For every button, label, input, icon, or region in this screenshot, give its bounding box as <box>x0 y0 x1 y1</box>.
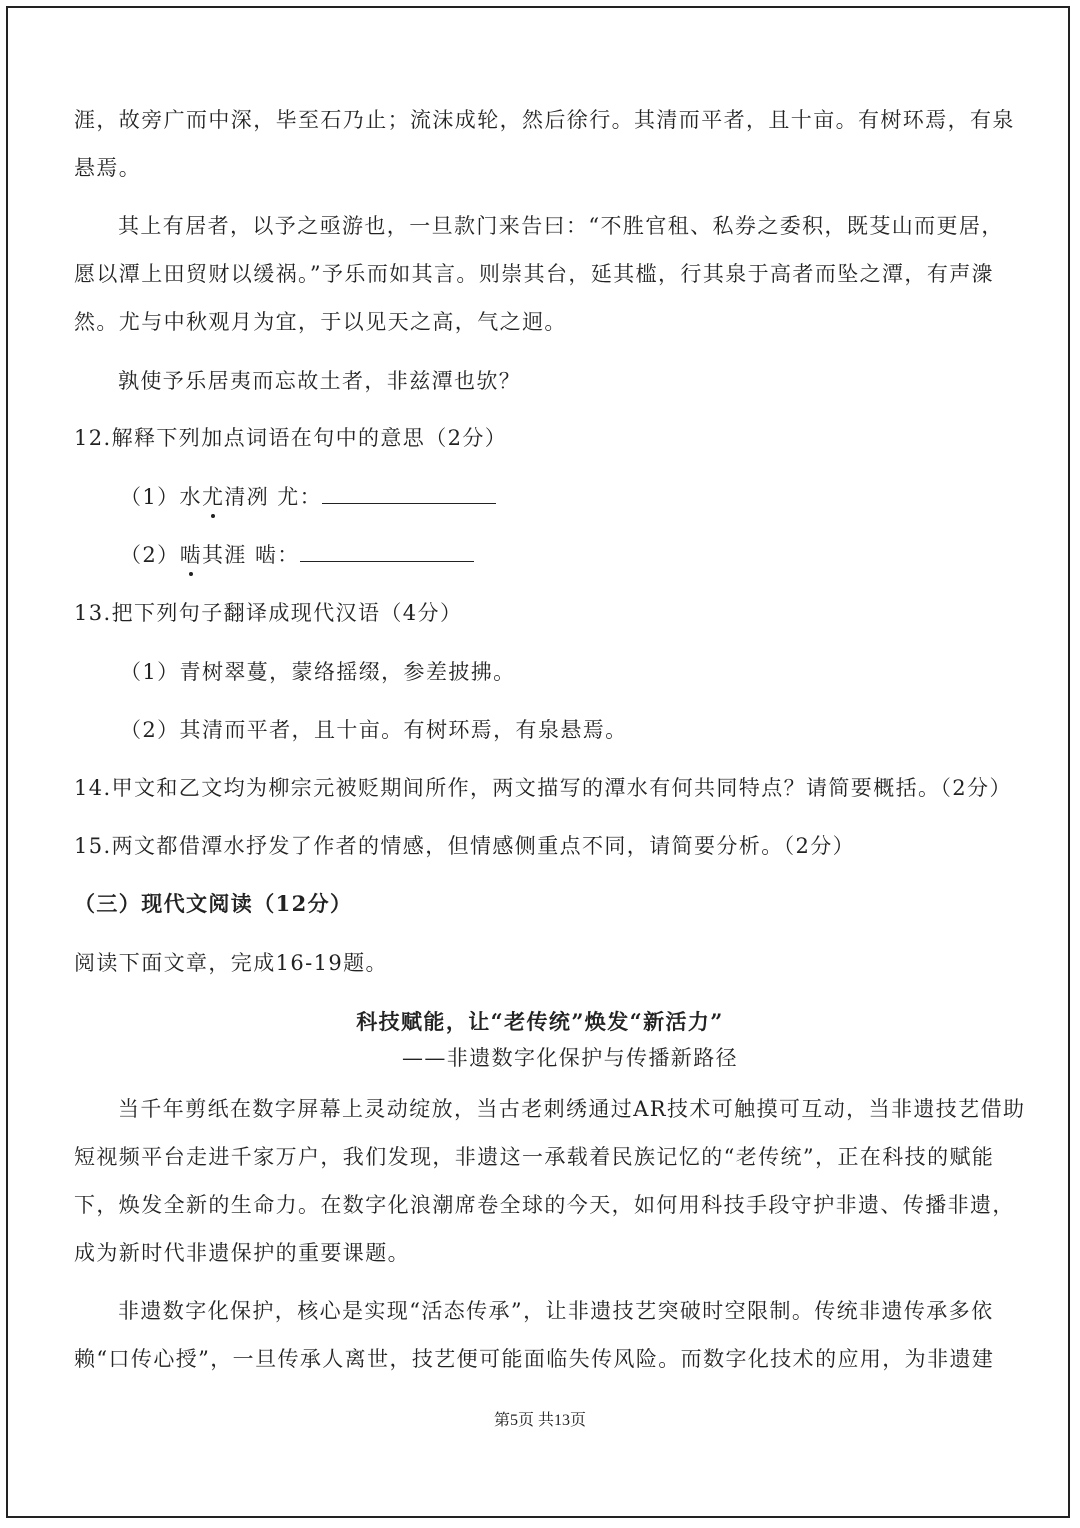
article-line: 短视频平台走进千家万户，我们发现，非遗这一承载着民族记忆的“老传统”，正在科技的赋能 <box>74 1145 995 1169</box>
question-13-item-1: （1）青树翠蔓，蒙络摇缀，参差披拂。 <box>120 660 516 684</box>
article-line: 下，焕发全新的生命力。在数字化浪潮席卷全球的今天，如何用科技手段守护非遗、传播非遗， <box>74 1193 1015 1217</box>
answer-blank[interactable] <box>322 483 496 504</box>
article-line: 当千年剪纸在数字屏幕上灵动绽放，当古老刺绣通过AR技术可触摸可互动，当非遗技艺借助 <box>118 1097 1026 1121</box>
answer-blank[interactable] <box>300 541 474 562</box>
passage-line: 其上有居者，以予之亟游也，一旦款门来告曰：“不胜官租、私券之委积，既芟山而更居， <box>118 214 1004 238</box>
article-line: 成为新时代非遗保护的重要课题。 <box>74 1241 410 1265</box>
passage-line: 然。尤与中秋观月为宜，于以见天之高，气之迥。 <box>74 310 567 334</box>
article-title: 科技赋能，让“老传统”焕发“新活力” <box>356 1009 724 1034</box>
section-heading: （三）现代文阅读（12分） <box>74 891 353 916</box>
question-12-item-2 <box>120 541 474 569</box>
passage-line: 愿以潭上田贸财以缓祸。”予乐而如其言。则崇其台，延其槛，行其泉于高者而坠之潭，有声潨 <box>74 262 995 286</box>
article-line: 非遗数字化保护，核心是实现“活态传承”，让非遗技艺突破时空限制。传统非遗传承多依 <box>118 1299 994 1323</box>
section-instruction: 阅读下面文章，完成16-19题。 <box>74 951 388 975</box>
q12-item1-text: 清冽 尤： <box>224 485 323 509</box>
q12-item1-prefix: （1）水 <box>120 485 202 509</box>
question-14: 14.甲文和乙文均为柳宗元被贬期间所作，两文描写的潭水有何共同特点？请简要概括。（2分） <box>74 776 1012 800</box>
passage-line: 涯，故旁广而中深，毕至石乃止；流沫成轮，然后徐行。其清而平者，且十亩。有树环焉，有泉 <box>74 108 1015 132</box>
question-15: 15.两文都借潭水抒发了作者的情感，但情感侧重点不同，请简要分析。（2分） <box>74 834 856 858</box>
passage-line: 孰使予乐居夷而忘故土者，非兹潭也欤？ <box>118 369 522 393</box>
article-subtitle: ——非遗数字化保护与传播新路径 <box>402 1046 738 1070</box>
question-13: 13.把下列句子翻译成现代汉语（4分） <box>74 601 463 625</box>
passage-line: 悬焉。 <box>74 156 142 180</box>
article-line: 赖“口传心授”，一旦传承人离世，技艺便可能面临失传风险。而数字化技术的应用，为非遗建 <box>74 1347 995 1371</box>
q12-item2-text: 其涯 啮： <box>201 543 300 567</box>
page-number: 第5页 共13页 <box>493 1412 586 1429</box>
dotted-word: 尤 <box>201 485 225 509</box>
question-12-item-1 <box>120 483 496 511</box>
dotted-word: 啮 <box>179 543 202 567</box>
question-12: 12.解释下列加点词语在句中的意思（2分） <box>74 426 508 450</box>
question-13-item-2: （2）其清而平者，且十亩。有树环焉，有泉悬焉。 <box>120 718 628 742</box>
q12-item2-prefix: （2） <box>120 543 180 567</box>
